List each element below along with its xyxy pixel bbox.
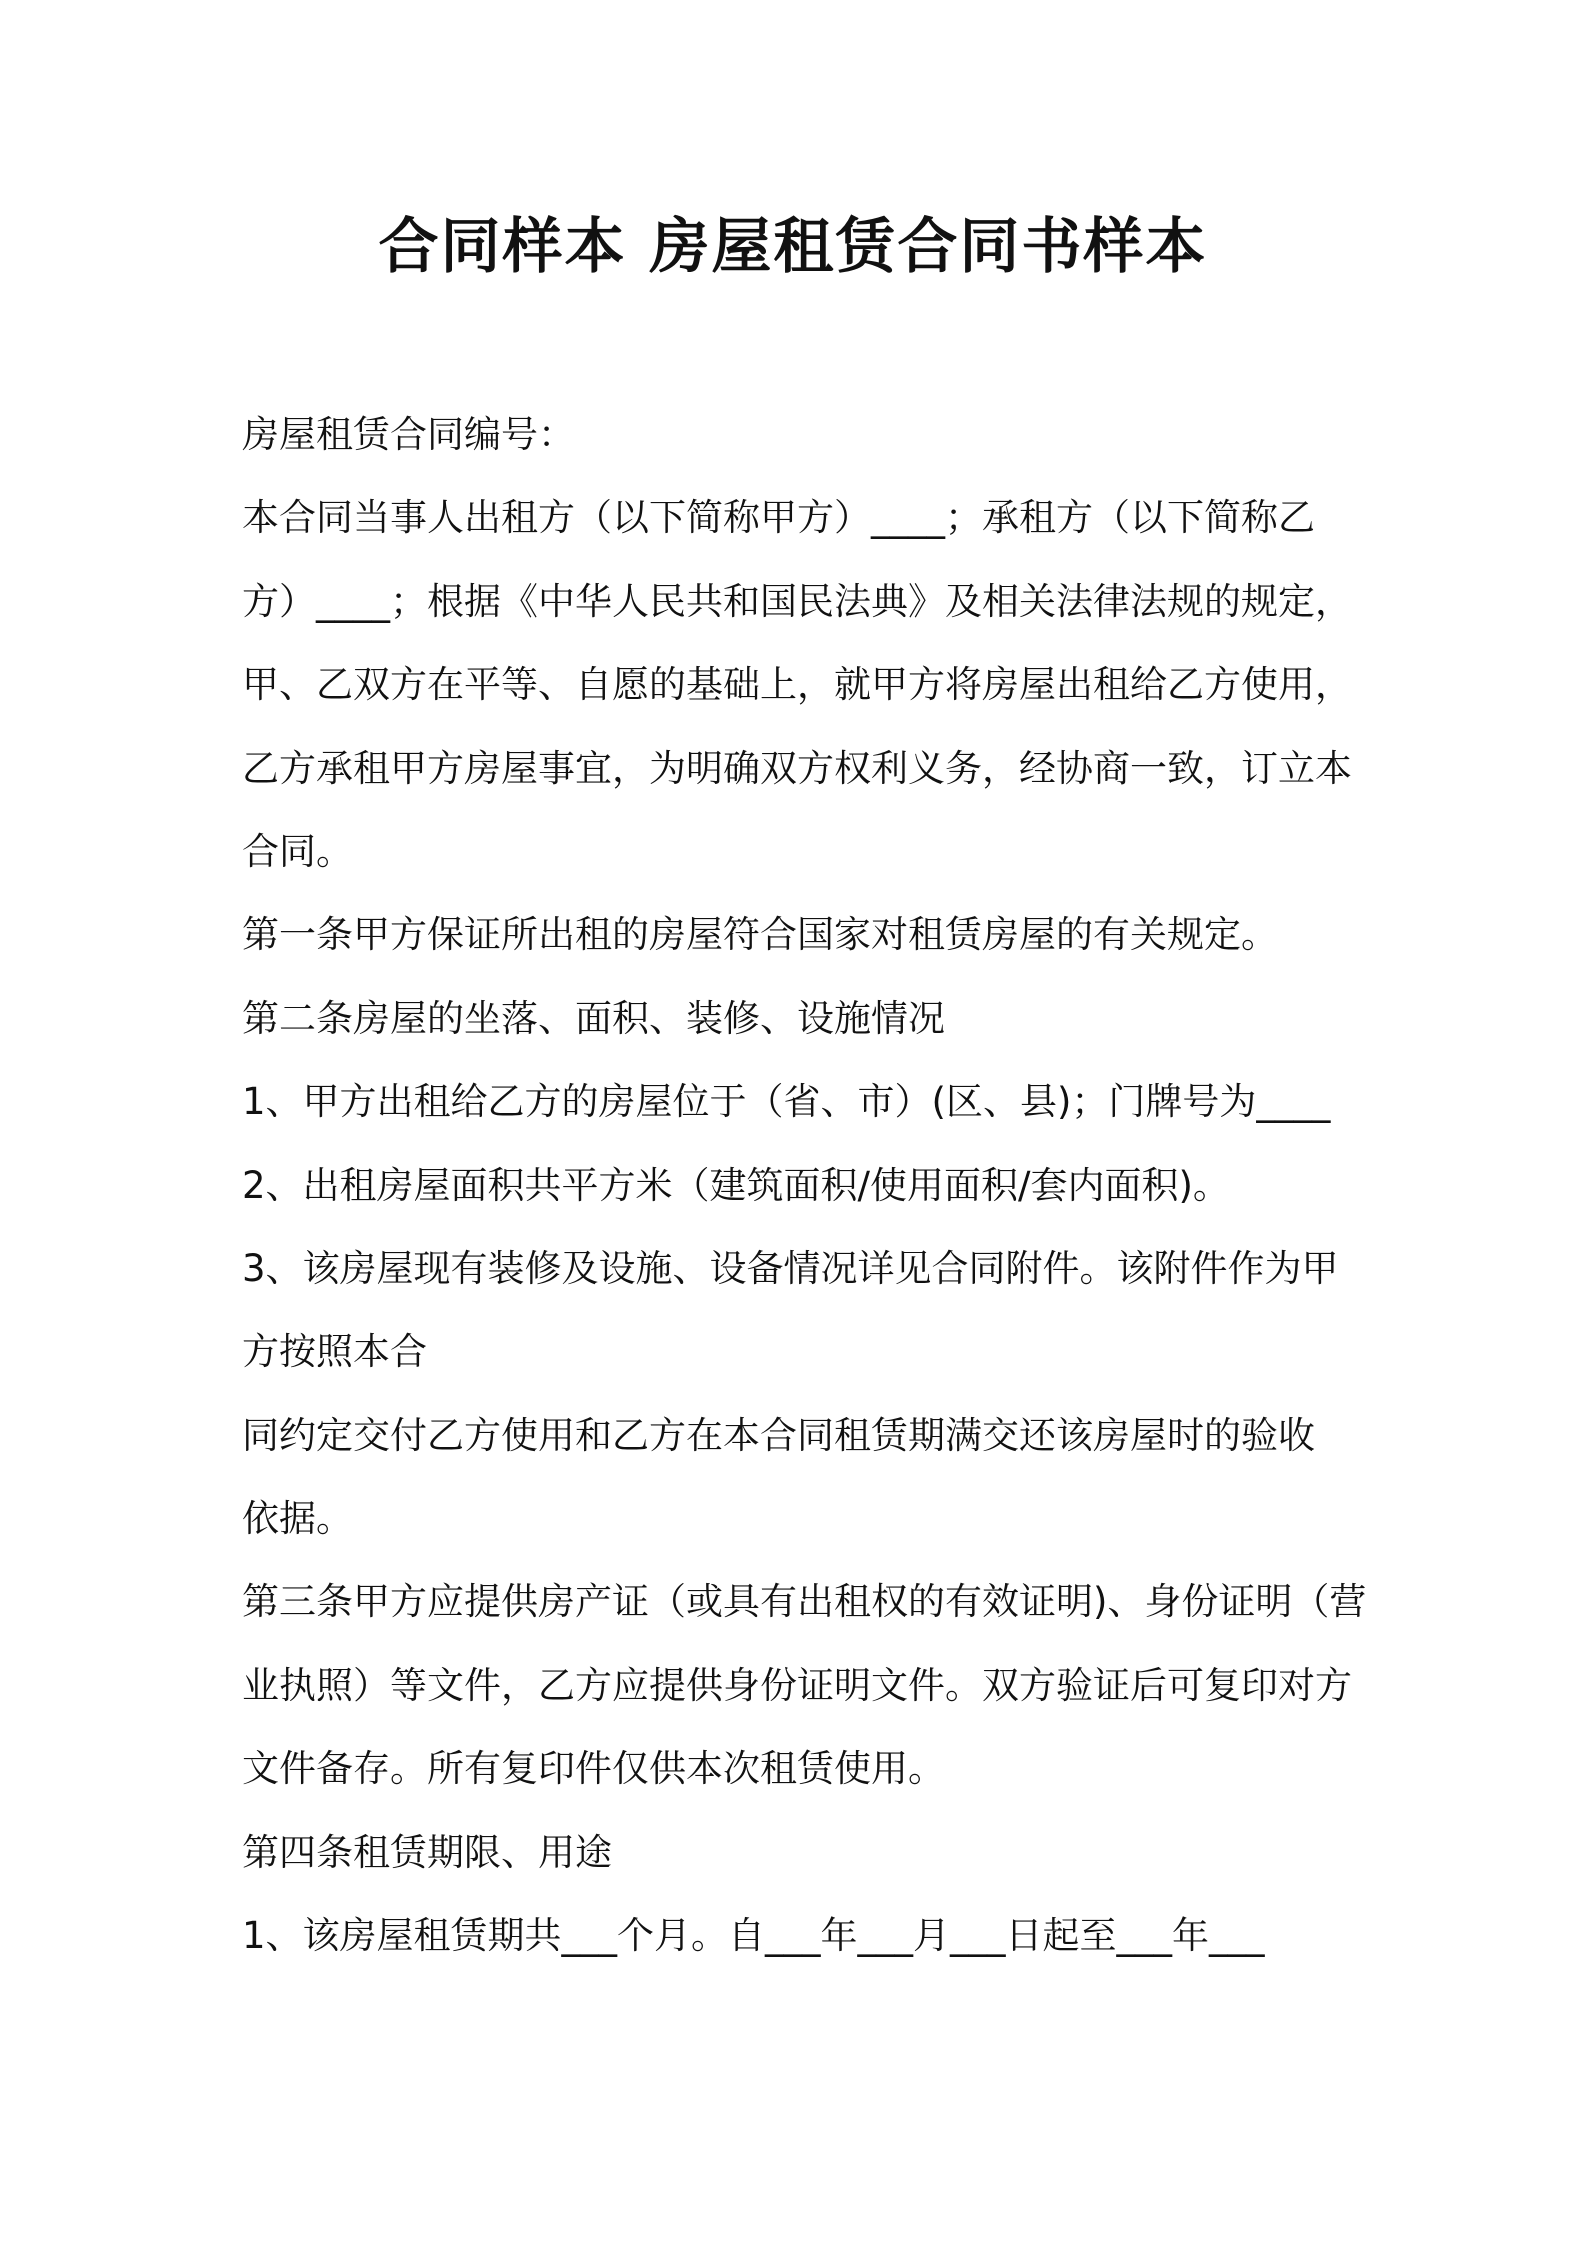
text-line: 文件备存。所有复印件仅供本次租赁使用。 <box>242 1747 945 1791</box>
text-line: 1、甲方出租给乙方的房屋位于（省、市）(区、县)；门牌号为____ <box>242 1080 1331 1124</box>
text-line: 房屋租赁合同编号： <box>242 413 575 456</box>
text-line: 同约定交付乙方使用和乙方在本合同租赁期满交还该房屋时的验收 <box>242 1413 1315 1457</box>
text-line: 合同。 <box>242 829 353 873</box>
text-line: 第四条租赁期限、用途 <box>242 1830 612 1874</box>
text-line: 2、出租房屋面积共平方米（建筑面积/使用面积/套内面积)。 <box>242 1163 1230 1207</box>
text-line: 方）____；根据《中华人民共和国民法典》及相关法律法规的规定， <box>242 579 1352 623</box>
text-line: 1、该房屋租赁期共___个月。自___年___月___日起至___年___ <box>242 1914 1265 1958</box>
text-line: 乙方承租甲方房屋事宜，为明确双方权利义务，经协商一致，订立本 <box>242 746 1352 790</box>
text-line: 第三条甲方应提供房产证（或具有出租权的有效证明)、身份证明（营 <box>242 1580 1367 1624</box>
text-line: 本合同当事人出租方（以下简称甲方）____；承租方（以下简称乙 <box>242 496 1315 540</box>
document-body <box>242 405 1367 1989</box>
text-line: 第二条房屋的坐落、面积、装修、设施情况 <box>242 996 945 1040</box>
text-line: 依据。 <box>242 1497 353 1541</box>
text-line: 甲、乙双方在平等、自愿的基础上，就甲方将房屋出租给乙方使用， <box>242 663 1352 707</box>
text-line: 业执照）等文件，乙方应提供身份证明文件。双方验证后可复印对方 <box>242 1663 1352 1707</box>
text-line: 3、该房屋现有装修及设施、设备情况详见合同附件。该附件作为甲 <box>242 1246 1339 1290</box>
text-line: 方按照本合 <box>242 1330 427 1374</box>
document-title: 合同样本 房屋租赁合同书样本 <box>378 212 1208 282</box>
text-line: 第一条甲方保证所出租的房屋符合国家对租赁房屋的有关规定。 <box>242 913 1278 957</box>
